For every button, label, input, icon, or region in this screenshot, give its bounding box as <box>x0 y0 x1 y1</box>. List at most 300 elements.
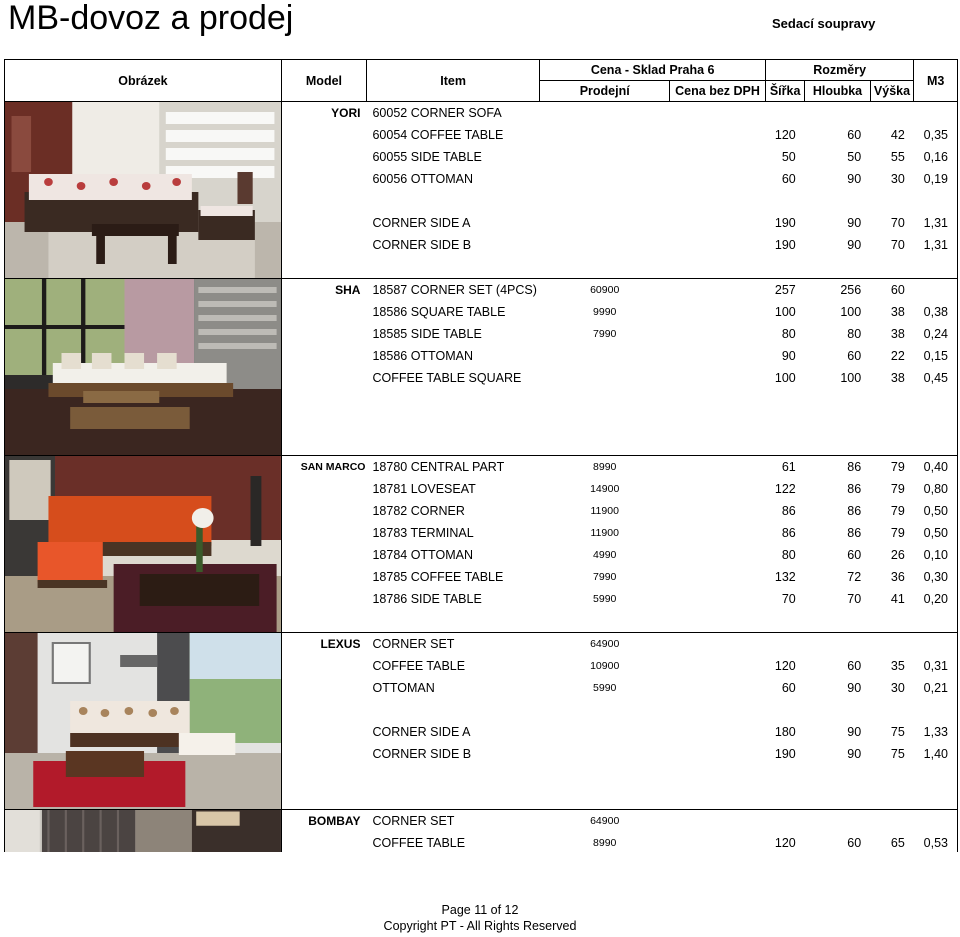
width-cell <box>766 810 805 833</box>
footer-page-number: Page 11 of 12 <box>441 903 519 917</box>
height-cell: 55 <box>890 150 905 164</box>
model-cell <box>281 345 366 367</box>
model-cell <box>281 234 366 256</box>
price-no-vat-cell <box>670 389 766 411</box>
item-cell: CORNER SIDE A <box>372 216 471 230</box>
product-photo <box>5 102 282 279</box>
height-cell <box>870 433 914 456</box>
price-sell-cell <box>540 721 670 743</box>
width-cell: 61 <box>766 456 805 479</box>
width-cell <box>766 765 805 787</box>
width-cell <box>766 389 805 411</box>
price-sell-cell: 4990 <box>593 549 617 561</box>
depth-cell <box>805 633 870 656</box>
price-no-vat-cell <box>670 832 766 852</box>
width-cell <box>766 699 805 721</box>
depth-cell <box>805 699 870 721</box>
height-cell: 79 <box>870 456 914 479</box>
item-cell: 60052 CORNER SOFA <box>366 102 539 125</box>
height-cell: 22 <box>890 349 905 363</box>
width-cell: 132 <box>774 570 796 584</box>
model-cell <box>281 588 366 610</box>
depth-cell: 90 <box>847 216 862 230</box>
width-cell <box>766 102 805 125</box>
model-cell <box>281 677 366 699</box>
price-sell-cell: 10900 <box>590 660 620 672</box>
width-cell: 122 <box>774 482 796 496</box>
width-cell <box>766 190 805 212</box>
price-sell-cell <box>540 190 670 212</box>
height-cell <box>870 610 914 633</box>
price-sell-cell: 8990 <box>540 456 670 479</box>
width-cell <box>766 256 805 279</box>
m3-cell <box>914 699 958 721</box>
model-cell <box>281 168 366 190</box>
item-cell: 18585 SIDE TABLE <box>372 327 482 341</box>
m3-cell <box>914 411 958 433</box>
depth-cell: 86 <box>847 482 862 496</box>
depth-cell: 60 <box>847 128 862 142</box>
width-cell <box>766 411 805 433</box>
model-name: BOMBAY <box>281 810 366 833</box>
item-cell: 18783 TERMINAL <box>372 526 474 540</box>
price-no-vat-cell <box>670 677 766 699</box>
price-no-vat-cell <box>670 544 766 566</box>
depth-cell <box>805 190 870 212</box>
item-cell: 18786 SIDE TABLE <box>372 592 482 606</box>
m3-cell: 1,31 <box>914 234 958 256</box>
item-cell: 18782 CORNER <box>372 504 465 518</box>
width-cell: 86 <box>781 504 796 518</box>
m3-cell: 0,30 <box>914 566 958 588</box>
depth-cell: 60 <box>847 836 862 850</box>
item-cell: COFFEE TABLE <box>372 659 466 673</box>
height-cell: 38 <box>890 327 905 341</box>
product-photo <box>5 810 282 853</box>
price-no-vat-cell <box>670 124 766 146</box>
depth-cell: 100 <box>840 305 862 319</box>
width-cell: 190 <box>774 747 796 761</box>
depth-cell <box>805 256 870 279</box>
price-sell-cell: 8990 <box>593 837 617 849</box>
price-sell-cell <box>540 124 670 146</box>
height-cell: 75 <box>890 747 905 761</box>
price-no-vat-cell <box>670 102 766 125</box>
table-row <box>5 810 958 833</box>
price-sell-cell: 14900 <box>590 483 620 495</box>
width-cell: 120 <box>774 128 796 142</box>
price-no-vat-cell <box>670 787 766 810</box>
page-footer <box>0 903 960 934</box>
item-cell: 60055 SIDE TABLE <box>372 150 482 164</box>
price-no-vat-cell <box>670 301 766 323</box>
item-cell: 18781 LOVESEAT <box>372 482 476 496</box>
width-cell <box>766 433 805 456</box>
price-no-vat-cell <box>670 345 766 367</box>
height-cell: 79 <box>890 504 905 518</box>
model-name: SHA <box>281 279 366 302</box>
width-cell <box>766 633 805 656</box>
m3-cell <box>914 102 958 125</box>
m3-cell <box>914 633 958 656</box>
price-no-vat-cell <box>670 522 766 544</box>
price-no-vat-cell <box>670 212 766 234</box>
header-height: Výška <box>870 81 914 102</box>
price-sell-cell <box>540 765 670 787</box>
m3-cell: 0,16 <box>914 146 958 168</box>
price-no-vat-cell <box>670 721 766 743</box>
table-row <box>5 102 958 125</box>
price-no-vat-cell <box>670 743 766 765</box>
header-depth: Hloubka <box>805 81 870 102</box>
price-sell-cell <box>540 787 670 810</box>
price-no-vat-cell <box>670 433 766 456</box>
price-no-vat-cell <box>670 190 766 212</box>
m3-cell <box>914 765 958 787</box>
width-cell <box>766 787 805 810</box>
model-cell <box>281 655 366 677</box>
width-cell: 100 <box>774 305 796 319</box>
m3-cell: 0,53 <box>914 832 958 852</box>
m3-cell: 0,20 <box>914 588 958 610</box>
model-cell <box>281 522 366 544</box>
m3-cell <box>914 279 958 302</box>
depth-cell <box>805 389 870 411</box>
m3-cell <box>914 787 958 810</box>
depth-cell <box>805 610 870 633</box>
height-cell <box>870 699 914 721</box>
item-cell <box>366 765 539 787</box>
width-cell: 70 <box>781 592 796 606</box>
height-cell: 30 <box>890 681 905 695</box>
m3-cell: 0,15 <box>914 345 958 367</box>
model-cell <box>281 212 366 234</box>
m3-cell: 0,24 <box>914 323 958 345</box>
m3-cell: 0,40 <box>914 456 958 479</box>
header-price-sell: Prodejní <box>540 81 670 102</box>
m3-cell: 0,50 <box>914 500 958 522</box>
width-cell: 60 <box>781 681 796 695</box>
depth-cell: 90 <box>847 681 862 695</box>
m3-cell: 0,21 <box>914 677 958 699</box>
height-cell <box>870 787 914 810</box>
header-item: Item <box>366 60 539 102</box>
depth-cell: 60 <box>847 548 862 562</box>
price-sell-cell <box>540 411 670 433</box>
m3-cell <box>914 810 958 833</box>
price-sell-cell: 11900 <box>590 505 619 517</box>
m3-cell <box>914 433 958 456</box>
item-cell: 18587 CORNER SET (4PCS) <box>366 279 539 302</box>
item-cell: CORNER SIDE A <box>372 725 471 739</box>
table-row <box>5 633 958 656</box>
price-sell-cell: 64900 <box>540 810 670 833</box>
price-no-vat-cell <box>670 367 766 389</box>
header-image: Obrázek <box>5 60 282 102</box>
model-cell <box>281 743 366 765</box>
price-no-vat-cell <box>670 610 766 633</box>
item-cell <box>366 411 539 433</box>
height-cell: 60 <box>870 279 914 302</box>
item-cell: CORNER SET <box>366 633 539 656</box>
height-cell <box>870 190 914 212</box>
price-table-body <box>5 102 958 853</box>
item-cell: CORNER SET <box>366 810 539 833</box>
model-cell <box>281 721 366 743</box>
model-cell <box>281 367 366 389</box>
price-no-vat-cell <box>670 234 766 256</box>
depth-cell: 60 <box>847 659 862 673</box>
width-cell: 80 <box>781 327 796 341</box>
price-sell-cell <box>540 102 670 125</box>
m3-cell: 1,40 <box>914 743 958 765</box>
m3-cell: 1,31 <box>914 212 958 234</box>
price-sell-cell: 5990 <box>593 682 617 694</box>
m3-cell <box>914 190 958 212</box>
height-cell: 79 <box>890 526 905 540</box>
price-no-vat-cell <box>670 765 766 787</box>
header-price-no-vat: Cena bez DPH <box>670 81 766 102</box>
depth-cell: 70 <box>847 592 862 606</box>
price-no-vat-cell <box>670 655 766 677</box>
price-table-viewport <box>4 59 958 852</box>
item-cell: COFFEE TABLE <box>372 836 466 850</box>
depth-cell: 90 <box>847 725 862 739</box>
width-cell: 90 <box>781 349 796 363</box>
depth-cell <box>805 787 870 810</box>
price-sell-cell <box>540 699 670 721</box>
height-cell: 36 <box>890 570 905 584</box>
width-cell: 257 <box>766 279 805 302</box>
m3-cell: 0,45 <box>914 367 958 389</box>
model-cell <box>281 256 366 279</box>
width-cell: 50 <box>781 150 796 164</box>
item-cell <box>366 433 539 456</box>
price-no-vat-cell <box>670 588 766 610</box>
height-cell: 42 <box>890 128 905 142</box>
price-sell-cell <box>540 743 670 765</box>
depth-cell: 90 <box>847 238 862 252</box>
item-cell: 60056 OTTOMAN <box>372 172 473 186</box>
item-cell: OTTOMAN <box>372 681 435 695</box>
price-sell-cell <box>540 234 670 256</box>
depth-cell: 86 <box>847 504 862 518</box>
price-sell-cell <box>540 367 670 389</box>
price-sell-cell: 7990 <box>593 328 617 340</box>
height-cell: 35 <box>890 659 905 673</box>
model-cell <box>281 433 366 456</box>
table-row <box>5 279 958 302</box>
price-sell-cell: 64900 <box>540 633 670 656</box>
depth-cell <box>805 765 870 787</box>
width-cell: 60 <box>781 172 796 186</box>
model-cell <box>281 544 366 566</box>
model-cell <box>281 610 366 633</box>
price-sell-cell: 5990 <box>593 593 617 605</box>
width-cell <box>766 610 805 633</box>
price-no-vat-cell <box>670 699 766 721</box>
price-sell-cell: 11900 <box>590 527 619 539</box>
model-cell <box>281 323 366 345</box>
item-cell: 18586 OTTOMAN <box>372 349 473 363</box>
price-no-vat-cell <box>670 500 766 522</box>
price-sell-cell <box>540 433 670 456</box>
model-cell <box>281 787 366 810</box>
m3-cell <box>914 389 958 411</box>
header-m3: M3 <box>914 60 958 102</box>
model-cell <box>281 411 366 433</box>
price-no-vat-cell <box>670 566 766 588</box>
height-cell <box>870 256 914 279</box>
m3-cell: 0,38 <box>914 301 958 323</box>
model-cell <box>281 146 366 168</box>
price-no-vat-cell <box>670 256 766 279</box>
price-sell-cell <box>540 345 670 367</box>
price-sell-cell: 9990 <box>593 306 617 318</box>
width-cell: 180 <box>774 725 796 739</box>
height-cell <box>870 810 914 833</box>
model-name: YORI <box>281 102 366 125</box>
item-cell: 18586 SQUARE TABLE <box>372 305 506 319</box>
price-sell-cell <box>540 212 670 234</box>
price-sell-cell <box>540 168 670 190</box>
depth-cell: 86 <box>805 456 870 479</box>
m3-cell: 0,35 <box>914 124 958 146</box>
price-no-vat-cell <box>670 633 766 656</box>
width-cell: 86 <box>781 526 796 540</box>
model-cell <box>281 832 366 852</box>
header-width: Šířka <box>766 81 805 102</box>
height-cell <box>870 765 914 787</box>
m3-cell <box>914 256 958 279</box>
item-cell <box>366 699 539 721</box>
depth-cell: 90 <box>847 172 862 186</box>
m3-cell: 0,50 <box>914 522 958 544</box>
height-cell: 70 <box>890 238 905 252</box>
model-cell <box>281 566 366 588</box>
item-cell <box>366 610 539 633</box>
height-cell: 26 <box>890 548 905 562</box>
price-no-vat-cell <box>670 279 766 302</box>
width-cell: 120 <box>774 836 796 850</box>
price-sell-cell: 60900 <box>540 279 670 302</box>
price-sell-cell <box>540 146 670 168</box>
height-cell: 65 <box>890 836 905 850</box>
model-cell <box>281 500 366 522</box>
height-cell: 70 <box>890 216 905 230</box>
height-cell: 75 <box>890 725 905 739</box>
m3-cell <box>914 610 958 633</box>
height-cell: 79 <box>890 482 905 496</box>
model-cell <box>281 124 366 146</box>
price-sell-cell <box>540 256 670 279</box>
depth-cell <box>805 411 870 433</box>
height-cell <box>870 102 914 125</box>
item-cell: 18784 OTTOMAN <box>372 548 473 562</box>
height-cell: 41 <box>890 592 905 606</box>
price-no-vat-cell <box>670 810 766 833</box>
height-cell <box>870 633 914 656</box>
item-cell <box>366 256 539 279</box>
page-title: MB-dovoz a prodej <box>8 0 294 37</box>
height-cell: 38 <box>890 371 905 385</box>
header-model: Model <box>281 60 366 102</box>
price-no-vat-cell <box>670 323 766 345</box>
height-cell <box>870 389 914 411</box>
table-row <box>5 456 958 479</box>
footer-copyright: Copyright PT - All Rights Reserved <box>383 918 577 933</box>
price-sell-cell <box>540 389 670 411</box>
item-cell: 18780 CENTRAL PART <box>366 456 539 479</box>
product-photo <box>5 456 282 633</box>
model-cell <box>281 699 366 721</box>
width-cell: 190 <box>774 216 796 230</box>
depth-cell: 90 <box>847 747 862 761</box>
item-cell: 60054 COFFEE TABLE <box>372 128 504 142</box>
width-cell: 120 <box>774 659 796 673</box>
depth-cell <box>805 102 870 125</box>
header-dimensions-group: Rozměry <box>766 60 914 81</box>
m3-cell: 0,31 <box>914 655 958 677</box>
item-cell <box>366 190 539 212</box>
page-subtitle: Sedací soupravy <box>772 16 876 31</box>
product-photo <box>5 633 282 810</box>
product-photo <box>5 279 282 456</box>
model-cell <box>281 765 366 787</box>
depth-cell: 80 <box>847 327 862 341</box>
price-no-vat-cell <box>670 478 766 500</box>
height-cell <box>870 411 914 433</box>
depth-cell: 72 <box>847 570 862 584</box>
item-cell: CORNER SIDE B <box>372 747 472 761</box>
item-cell <box>366 389 539 411</box>
model-cell <box>281 301 366 323</box>
width-cell: 80 <box>781 548 796 562</box>
height-cell: 30 <box>890 172 905 186</box>
m3-cell: 0,10 <box>914 544 958 566</box>
height-cell: 38 <box>890 305 905 319</box>
width-cell: 100 <box>774 371 796 385</box>
price-sell-cell <box>540 610 670 633</box>
depth-cell: 50 <box>847 150 862 164</box>
model-cell <box>281 389 366 411</box>
price-sell-cell: 7990 <box>593 571 617 583</box>
width-cell: 190 <box>774 238 796 252</box>
price-no-vat-cell <box>670 411 766 433</box>
depth-cell <box>805 810 870 833</box>
depth-cell: 86 <box>847 526 862 540</box>
model-cell <box>281 190 366 212</box>
depth-cell: 256 <box>805 279 870 302</box>
header-price-group: Cena - Sklad Praha 6 <box>540 60 766 81</box>
model-cell <box>281 478 366 500</box>
depth-cell: 60 <box>847 349 862 363</box>
price-no-vat-cell <box>670 146 766 168</box>
item-cell <box>366 787 539 810</box>
depth-cell <box>805 433 870 456</box>
model-name: LEXUS <box>281 633 366 656</box>
price-no-vat-cell <box>670 168 766 190</box>
m3-cell: 0,80 <box>914 478 958 500</box>
m3-cell: 1,33 <box>914 721 958 743</box>
m3-cell: 0,19 <box>914 168 958 190</box>
price-no-vat-cell <box>670 456 766 479</box>
item-cell: COFFEE TABLE SQUARE <box>372 371 522 385</box>
price-table <box>4 59 958 852</box>
item-cell: 18785 COFFEE TABLE <box>372 570 504 584</box>
item-cell: CORNER SIDE B <box>372 238 472 252</box>
depth-cell: 100 <box>840 371 862 385</box>
